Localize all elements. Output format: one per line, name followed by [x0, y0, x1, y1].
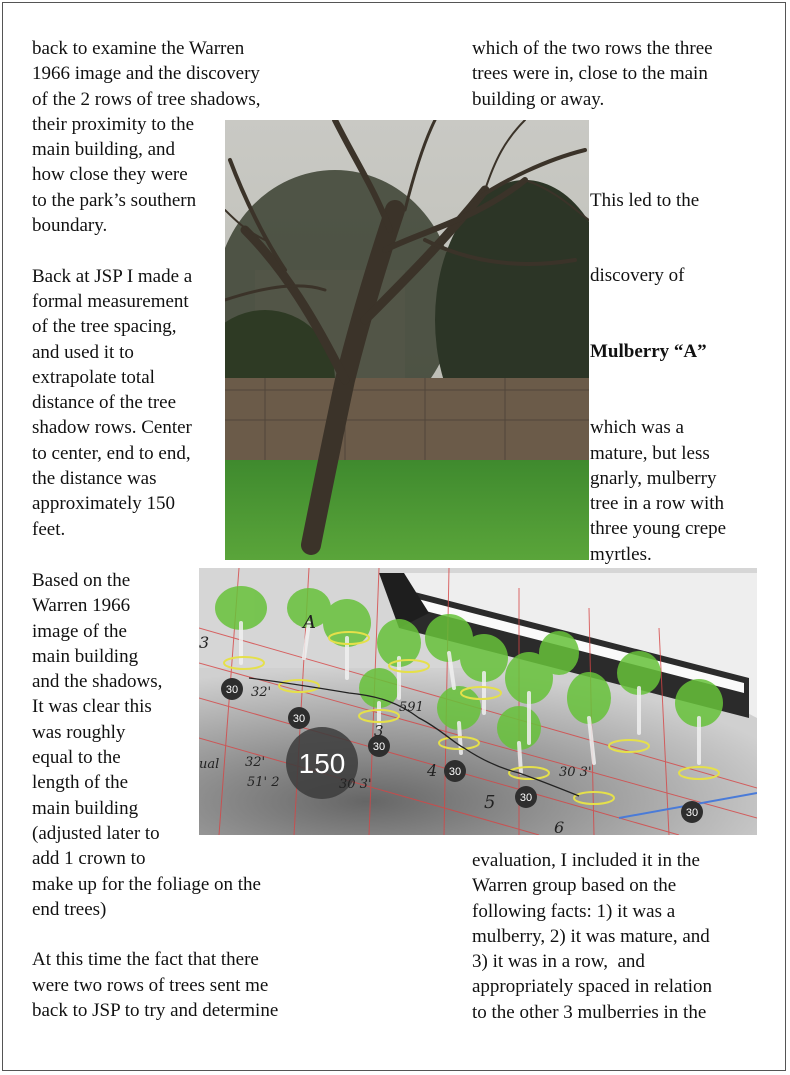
- document-page: [2, 2, 786, 1071]
- text-line: length of the: [32, 772, 129, 794]
- text-line: main building: [32, 645, 139, 667]
- text-line: appropriately spaced in relation: [472, 976, 713, 998]
- text-line: back to JSP to try and determine: [32, 1000, 279, 1022]
- right-line-2: discovery of: [590, 265, 685, 287]
- text-line: 3) it was in a row, and: [472, 951, 645, 973]
- text-line: 1966 image and the discovery: [32, 63, 260, 85]
- badge-30: 30: [225, 684, 239, 696]
- text-line: end trees): [32, 898, 107, 920]
- text-line: Based on the: [32, 570, 131, 591]
- text-line: equal to the: [32, 747, 121, 769]
- note-11: ual: [199, 757, 220, 772]
- text-line: Warren group based on the: [472, 875, 677, 897]
- text-line: mulberry, 2) it was mature, and: [472, 925, 710, 947]
- text-line: formal measurement: [32, 290, 189, 312]
- mulberry-tree-photo: [225, 120, 589, 560]
- text-line: the distance was: [32, 468, 157, 490]
- text-line: building or away.: [472, 88, 605, 110]
- text-line: which of the two rows the three: [472, 38, 713, 59]
- text-line: tree in a row with: [590, 493, 725, 515]
- right-column-text-top: [472, 36, 713, 112]
- text-line: distance of the tree: [32, 392, 177, 414]
- tree-a-label: A: [303, 612, 316, 633]
- text-line: to the park’s southern: [32, 189, 197, 211]
- note-8: 30 3': [559, 765, 592, 780]
- text-line: of the 2 rows of tree shadows,: [32, 88, 261, 110]
- text-line: (adjusted later to: [32, 822, 160, 844]
- note-6: 30 3': [339, 777, 372, 792]
- mulberry-a-heading: Mulberry “A”: [590, 341, 707, 363]
- text-line: extrapolate total: [32, 366, 155, 388]
- text-line: It was clear this: [32, 696, 152, 718]
- text-line: make up for the foliage on the: [32, 873, 261, 895]
- text-line: At this time the fact that there: [32, 949, 259, 971]
- distance-150-label: 150: [298, 748, 346, 779]
- note-12: 3: [199, 633, 210, 652]
- text-line: their proximity to the: [32, 113, 195, 135]
- note-10: 6: [554, 818, 565, 835]
- text-line: were two rows of trees sent me: [32, 974, 269, 996]
- note-3: 32': [245, 755, 266, 770]
- text-line: add 1 crown to: [32, 848, 146, 870]
- text-line: and used it to: [32, 341, 134, 363]
- text-line: of the tree spacing,: [32, 316, 177, 338]
- text-line: approximately 150: [32, 493, 175, 515]
- text-line: evaluation, I included it in the: [472, 850, 700, 871]
- text-line: [32, 922, 278, 947]
- text-line: to center, end to end,: [32, 442, 191, 464]
- text-line: following facts: 1) it was a: [472, 900, 676, 922]
- badge-30: 30: [685, 807, 699, 819]
- text-line: main building: [32, 797, 139, 819]
- text-line: how close they were: [32, 164, 188, 186]
- badge-30: 30: [372, 741, 386, 753]
- badge-30: 30: [292, 713, 306, 725]
- text-line: to the other 3 mulberries in the: [472, 1001, 707, 1023]
- badge-30: 30: [448, 766, 462, 778]
- text-line: was roughly: [32, 721, 126, 743]
- text-line: trees were in, close to the main: [472, 63, 708, 85]
- text-line: mature, but less: [590, 442, 710, 464]
- text-line: boundary.: [32, 215, 108, 237]
- text-line: Warren 1966: [32, 595, 131, 617]
- tree-shadow-diagram: [199, 568, 757, 835]
- note-4: 51' 2: [247, 775, 280, 790]
- note-1: 32': [251, 685, 272, 700]
- note-5: 3: [374, 722, 384, 740]
- badge-30: 30: [519, 792, 533, 804]
- note-9: 5: [484, 792, 496, 813]
- text-line: shadow rows. Center: [32, 417, 192, 439]
- text-line: image of the: [32, 620, 127, 642]
- text-line: feet.: [32, 518, 66, 540]
- text-line: main building, and: [32, 139, 176, 161]
- text-line: myrtles.: [590, 543, 652, 565]
- text-line: and the shadows,: [32, 671, 163, 693]
- note-2: 591: [399, 700, 424, 715]
- text-line: back to examine the Warren: [32, 38, 245, 59]
- note-7: 4: [427, 761, 438, 780]
- text-line: gnarly, mulberry: [590, 467, 717, 489]
- text-line: Back at JSP I made a: [32, 265, 193, 287]
- right-column-text-2: [472, 848, 712, 1025]
- text-line: three young crepe: [590, 518, 727, 540]
- text-line: which was a: [590, 417, 684, 439]
- right-line-1: This led to the: [590, 189, 700, 211]
